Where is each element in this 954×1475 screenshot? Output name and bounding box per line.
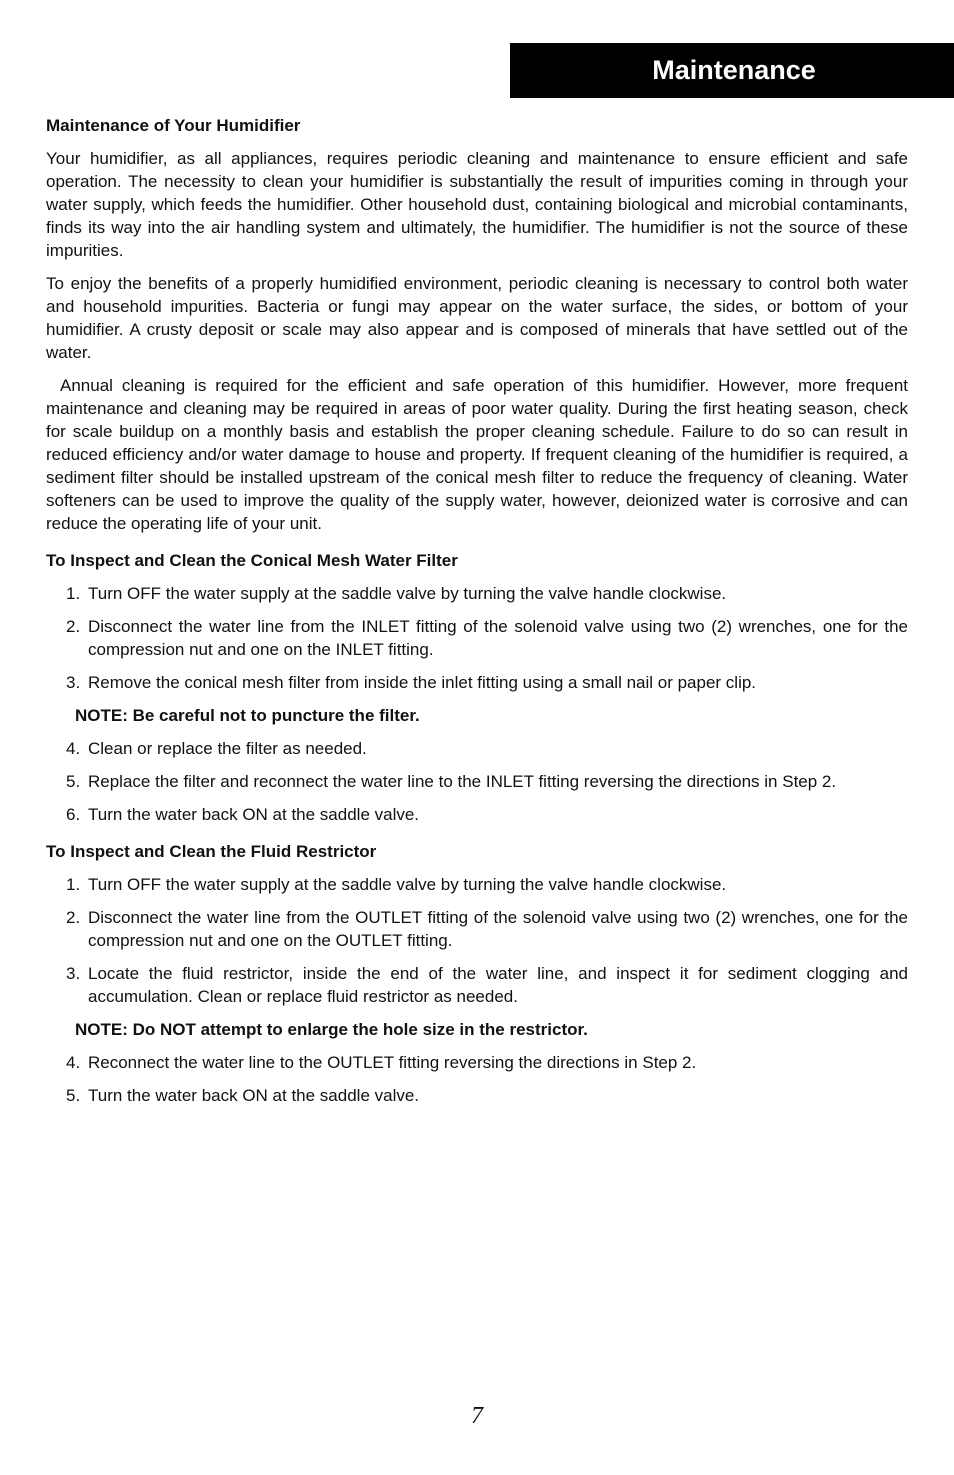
list-item: 2. Disconnect the water line from the INLET fitting of the solenoid valve using two (2) wrenches, one for the compression nut and one on the INLET fitting.	[66, 617, 908, 659]
list-item: 1. Turn OFF the water supply at the saddle valve by turning the valve handle clockwise.	[66, 875, 727, 894]
page-number: 7	[471, 1403, 483, 1429]
document-body	[46, 114, 908, 1117]
paragraph: To enjoy the benefits of a properly humidified environment, periodic cleaning is necessary to control both water and household impurities. Bacteria or fungi may appear on the water surface, the sides, or bottom of your humidifier. A crusty deposit or scale may also appear and is composed of minerals that have settled out of the water.	[46, 274, 908, 362]
page-header-bar	[510, 43, 954, 98]
fluid-restrictor-steps	[46, 873, 908, 1008]
paragraph: Your humidifier, as all appliances, requires periodic cleaning and maintenance to ensure efficient and safe operation. The necessity to clean your humidifier is substantially the result of impurities coming in through your water supply, which feeds the humidifier. Other household dust, containing biological and microbial contaminants, finds its way into the air handling system and ultimately, the humidifier. The humidifier is not the source of these impurities.	[46, 149, 908, 260]
page-title: Maintenance	[652, 55, 816, 85]
list-item: 4. Reconnect the water line to the OUTLET fitting reversing the directions in Step 2.	[66, 1053, 697, 1072]
list-item: 3. Remove the conical mesh filter from inside the inlet fitting using a small nail or paper clip.	[66, 673, 757, 692]
mesh-filter-steps	[46, 582, 908, 694]
list-item: 1. Turn OFF the water supply at the saddle valve by turning the valve handle clockwise.	[66, 584, 727, 603]
note-text: NOTE: Be careful not to puncture the filter.	[75, 706, 420, 725]
mesh-filter-steps-continued	[46, 737, 908, 826]
list-item: 5. Replace the filter and reconnect the water line to the INLET fitting reversing the directions in Step 2.	[66, 772, 837, 791]
list-item: 3. Locate the fluid restrictor, inside the end of the water line, and inspect it for sediment clogging and accumulation. Clean or replace fluid restrictor as needed.	[66, 964, 908, 1006]
note-text: NOTE: Do NOT attempt to enlarge the hole size in the restrictor.	[75, 1020, 588, 1039]
paragraph: Annual cleaning is required for the efficient and safe operation of this humidifier. However, more frequent maintenance and cleaning may be required in areas of poor water quality. During the first heating season, check for scale buildup on a monthly basis and establish the proper cleaning schedule. Failure to do so can result in reduced efficiency and/or water damage to house and property. If frequent cleaning of the humidifier is required, a sediment filter should be installed upstream of the conical mesh filter to reduce the frequency of cleaning. Water softeners can be used to improve the quality of the supply water, however, deionized water is corrosive and can reduce the operating life of your unit.	[46, 376, 908, 533]
section-heading-mesh-filter: To Inspect and Clean the Conical Mesh Water Filter	[46, 551, 458, 570]
list-item: 6. Turn the water back ON at the saddle valve.	[66, 805, 420, 824]
list-item: 5. Turn the water back ON at the saddle valve.	[66, 1086, 420, 1105]
section-heading-fluid-restrictor: To Inspect and Clean the Fluid Restrictor	[46, 842, 377, 861]
list-item: 2. Disconnect the water line from the OUTLET fitting of the solenoid valve using two (2) wrenches, one for the compression nut and one on the OUTLET fitting.	[66, 908, 908, 950]
section-heading-maintenance: Maintenance of Your Humidifier	[46, 116, 301, 135]
fluid-restrictor-steps-continued	[46, 1051, 908, 1107]
list-item: 4. Clean or replace the filter as needed.	[66, 739, 367, 758]
